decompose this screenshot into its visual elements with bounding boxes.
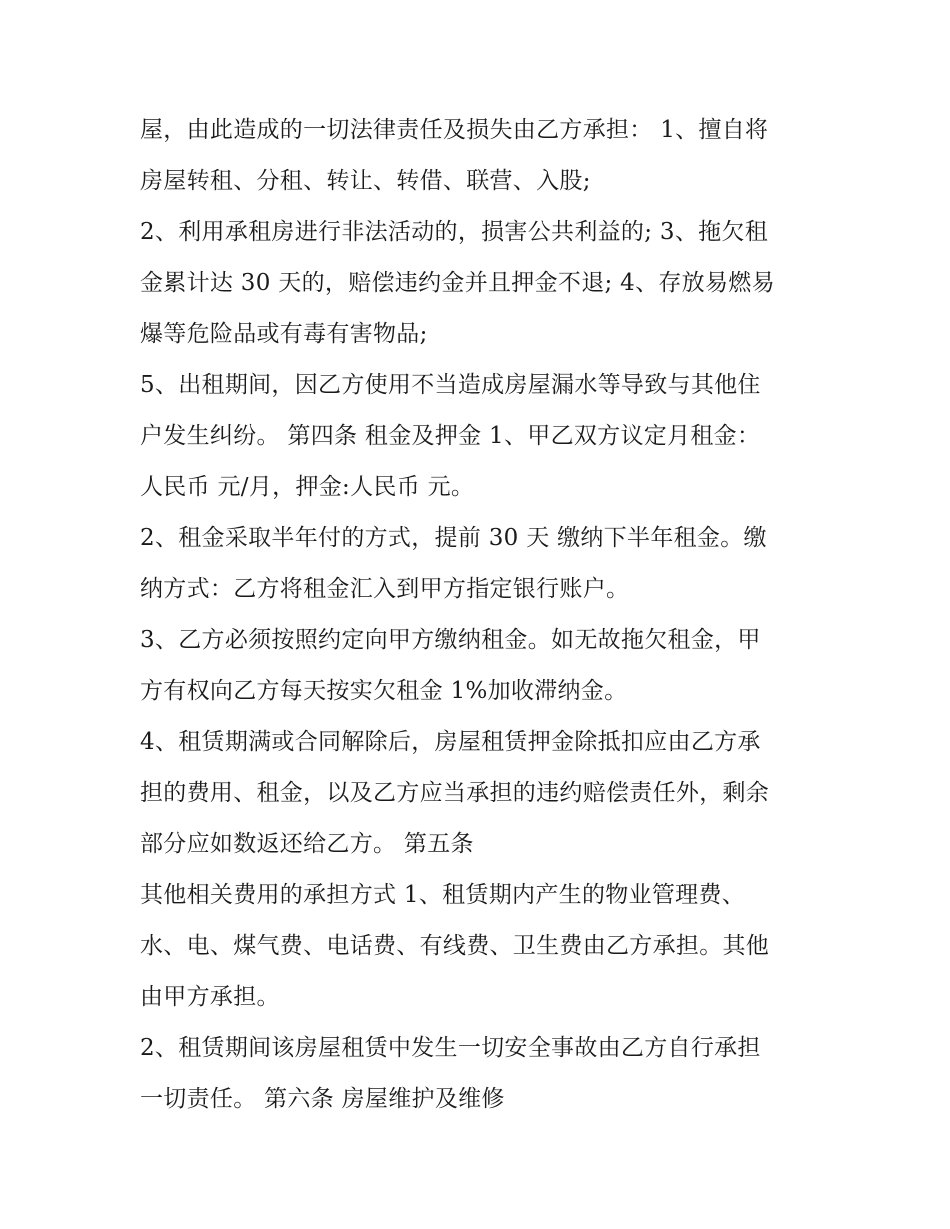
text-line: 其他相关费用的承担方式 1、租赁期内产生的物业管理费、 xyxy=(140,882,746,908)
contract-body xyxy=(140,105,830,1125)
text-line: 担的费用、租金，以及乙方应当承担的违约赔偿责任外，剩余 xyxy=(140,780,770,806)
text-line: 由甲方承担。 xyxy=(140,984,280,1010)
text-line: 爆等危险品或有毒有害物品; xyxy=(140,321,428,347)
text-line: 2、租金采取半年付的方式，提前 30 天 缴纳下半年租金。缴 xyxy=(140,525,767,551)
text-line: 金累计达 30 天的，赔偿违约金并且押金不退; 4、存放易燃易 xyxy=(140,270,775,296)
text-line: 房屋转租、分租、转让、转借、联营、入股; xyxy=(140,168,591,194)
text-line: 屋，由此造成的一切法律责任及损失由乙方承担： 1、擅自将 xyxy=(140,117,769,143)
text-line: 4、租赁期满或合同解除后，房屋租赁押金除抵扣应由乙方承 xyxy=(140,729,761,755)
text-line: 部分应如数返还给乙方。 第五条 xyxy=(140,831,474,857)
text-line: 2、租赁期间该房屋租赁中发生一切安全事故由乙方自行承担 xyxy=(140,1035,761,1061)
text-line: 水、电、煤气费、电话费、有线费、卫生费由乙方承担。其他 xyxy=(140,933,770,959)
text-line: 3、乙方必须按照约定向甲方缴纳租金。如无故拖欠租金，甲 xyxy=(140,627,761,653)
text-line: 一切责任。 第六条 房屋维护及维修 xyxy=(140,1086,505,1112)
text-line: 5、出租期间，因乙方使用不当造成房屋漏水等导致与其他住 xyxy=(140,372,761,398)
text-line: 方有权向乙方每天按实欠租金 1%加收滞纳金。 xyxy=(140,678,628,704)
text-line: 2、利用承租房进行非法活动的，损害公共利益的; 3、拖欠租 xyxy=(140,219,769,245)
text-line: 纳方式：乙方将租金汇入到甲方指定银行账户。 xyxy=(140,576,630,602)
text-line: 人民币 元/月，押金:人民币 元。 xyxy=(140,474,475,500)
text-line: 户发生纠纷。 第四条 租金及押金 1、甲乙双方议定月租金： xyxy=(140,423,761,449)
